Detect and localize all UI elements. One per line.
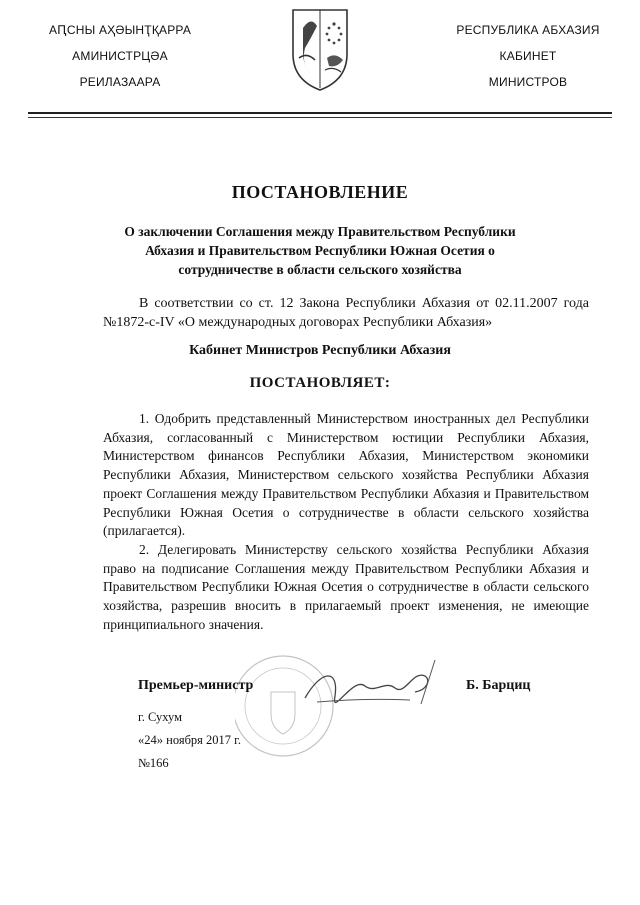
document-city: г. Сухум — [138, 710, 183, 724]
coat-of-arms-icon — [289, 8, 351, 92]
decree-item: 1. Одобрить представленный Министерством иностранных дел Республики Абхазия, согласованный с Министерством юстиции Республики Абхазия, Министерством финансов Республики Абхазия, Министерством экономики Республики Абхазия, Министерством сельского хозяйства Республики Абхазия проект Соглашения между Правительством Республики Абхазия и Правительством Республики Южная Осетия о сотрудничестве в области сельского хозяйства (прилагается). — [103, 411, 589, 539]
letterhead — [0, 0, 640, 120]
letterhead-russian-line: РЕСПУБЛИКА АБХАЗИЯ — [456, 23, 600, 37]
letterhead-russian — [428, 22, 628, 100]
document-subject: О заключении Соглашения между Правительством Республики Абхазия и Правительством Республики Южная Осетия о сотрудничестве в области сельского хозяйства — [124, 224, 516, 277]
header-divider — [28, 112, 612, 114]
issuing-body: Кабинет Министров Республики Абхазия — [189, 343, 451, 358]
header-divider-thin — [28, 117, 612, 118]
decree-item: 2. Делегировать Министерству сельского хозяйства Республики Абхазия право на подписание Соглашения между Правительством Республики Абхазия и Правительством Республики Южная Осетия о сотрудничестве в области сельского хозяйства, разрешив вносить в прилагаемый проект изменения, не имеющие принципиального значения. — [103, 541, 589, 632]
signatory-position: Премьер-министр — [138, 678, 254, 693]
document-date: «24» ноября 2017 г. — [138, 733, 242, 747]
document-body — [103, 410, 589, 634]
letterhead-abkhaz-line: АМИНИСТРЦӘА — [72, 49, 168, 63]
document-preamble: В соответствии со ст. 12 Закона Республики Абхазия от 02.11.2007 года №1872-с-IV «О международных договорах Республики Абхазия» — [103, 296, 589, 330]
document-number: №166 — [138, 756, 169, 770]
decree-word: ПОСТАНОВЛЯЕТ: — [249, 375, 391, 391]
letterhead-russian-line: МИНИСТРОВ — [488, 75, 568, 89]
document-title: ПОСТАНОВЛЕНИЕ — [231, 182, 409, 202]
official-seal-and-signature — [235, 640, 465, 760]
letterhead-abkhaz — [20, 22, 220, 100]
letterhead-abkhaz-line: АԤСНЫ АҲӘЫНҬҚАРРА — [48, 23, 192, 37]
letterhead-russian-line: КАБИНЕТ — [499, 49, 557, 63]
letterhead-abkhaz-line: РЕИЛАЗААРА — [79, 75, 161, 89]
signatory-name: Б. Барциц — [466, 678, 531, 693]
